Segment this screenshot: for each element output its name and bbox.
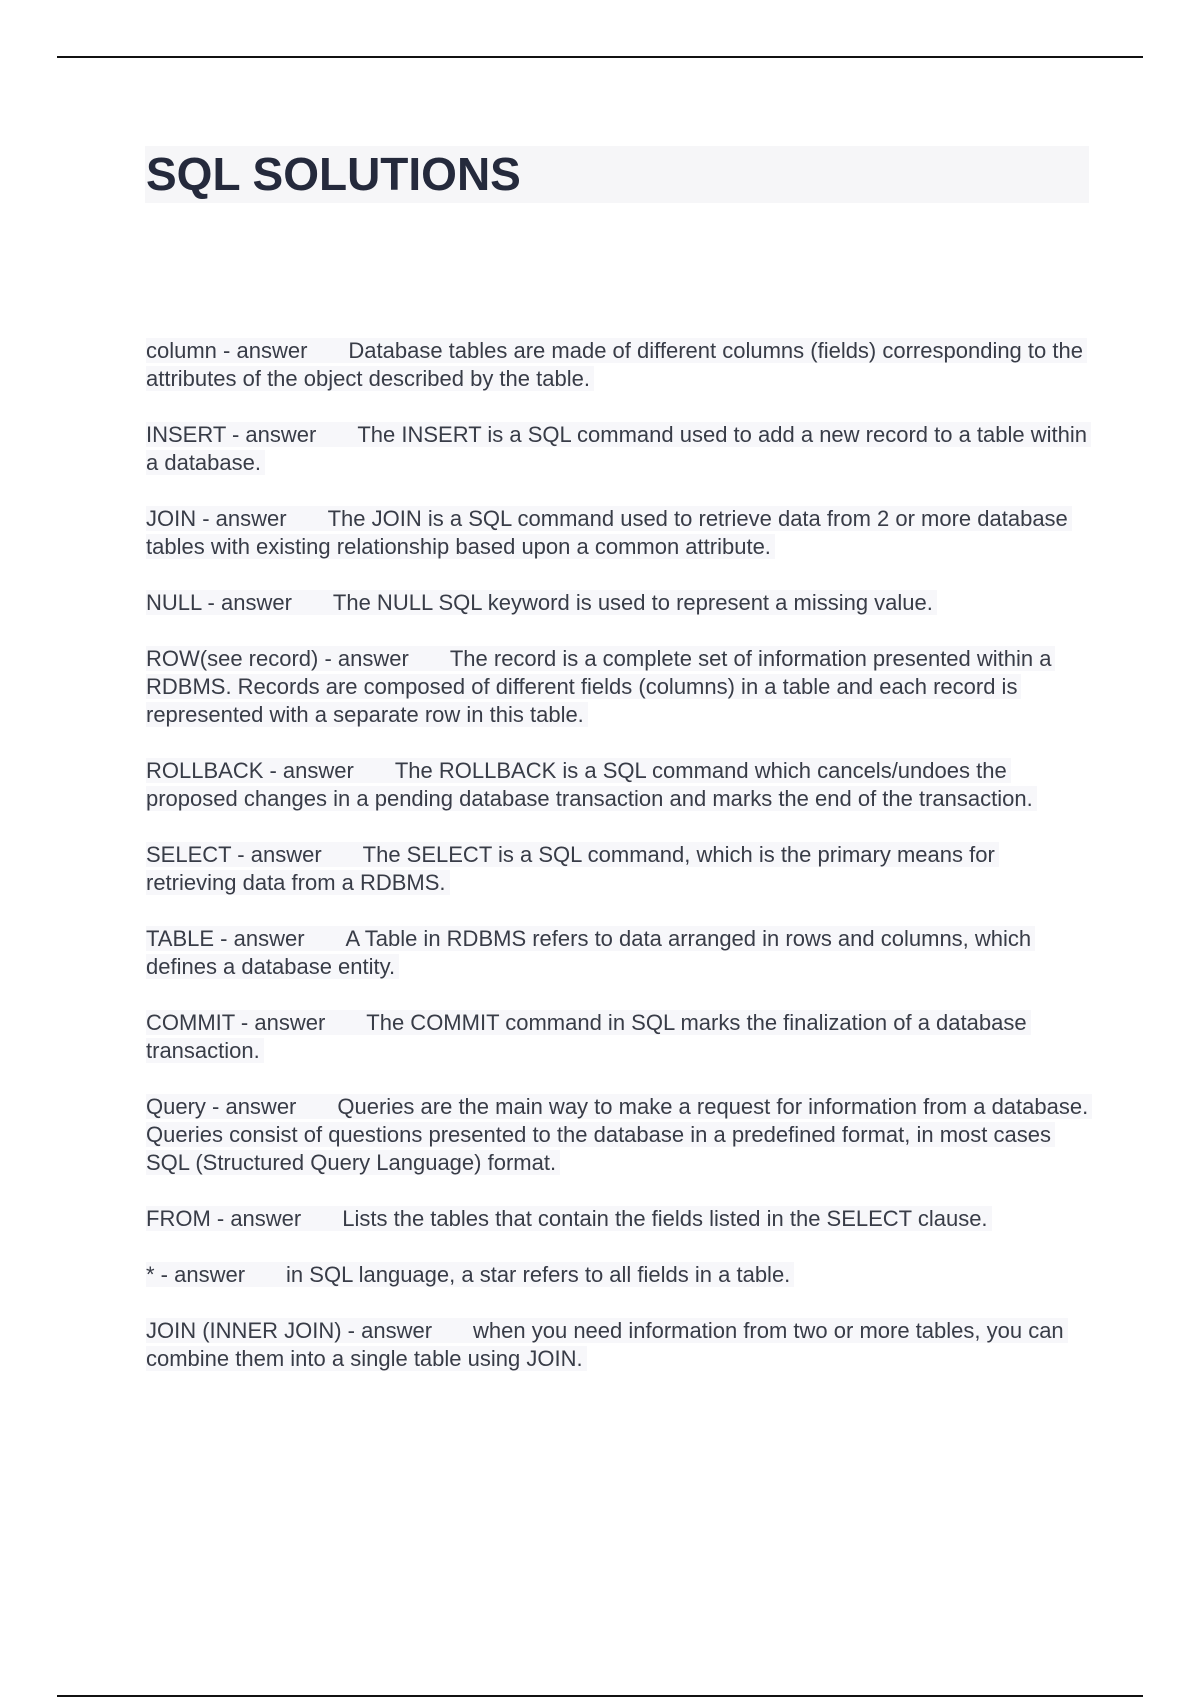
entry-definition: in SQL language, a star refers to all fields in a table. [286, 1262, 791, 1287]
entry-definition: The ROLLBACK is a SQL command which cancels/undoes the proposed changes in a pending database transaction and marks the end of the transaction. [146, 758, 1033, 811]
flashcard-entry [146, 1261, 1090, 1289]
flashcard-entry [146, 421, 1090, 477]
flashcard-entry [146, 1317, 1090, 1373]
flashcard-list [146, 337, 1090, 1401]
flashcard-entry [146, 505, 1090, 561]
entry-term: TABLE - answer [146, 926, 305, 951]
flashcard-entry [146, 1205, 1090, 1233]
entry-term: JOIN - answer [146, 506, 287, 531]
entry-term: ROLLBACK - answer [146, 758, 354, 783]
flashcard-entry [146, 1009, 1090, 1065]
entry-definition: The COMMIT command in SQL marks the finalization of a database transaction. [146, 1010, 1027, 1063]
entry-term: column - answer [146, 338, 308, 363]
entry-term: COMMIT - answer [146, 1010, 326, 1035]
entry-term: INSERT - answer [146, 422, 317, 447]
entry-definition: when you need information from two or more tables, you can combine them into a single table using JOIN. [146, 1318, 1064, 1371]
entry-term: ROW(see record) - answer [146, 646, 409, 671]
entry-definition: Lists the tables that contain the fields listed in the SELECT clause. [342, 1206, 988, 1231]
flashcard-entry [146, 1093, 1090, 1177]
header-rule [57, 56, 1143, 58]
entry-definition: Database tables are made of different columns (fields) corresponding to the attributes of the object described by the table. [146, 338, 1083, 391]
entry-term: JOIN (INNER JOIN) - answer [146, 1318, 433, 1343]
entry-term: * - answer [146, 1262, 246, 1287]
entry-term: NULL - answer [146, 590, 292, 615]
entry-definition: The NULL SQL keyword is used to represent a missing value. [332, 590, 933, 615]
entry-definition: The JOIN is a SQL command used to retrieve data from 2 or more database tables with existing relationship based upon a common attribute. [146, 506, 1068, 559]
entry-definition: The SELECT is a SQL command, which is the primary means for retrieving data from a RDBMS. [146, 842, 995, 895]
entry-definition: The record is a complete set of information presented within a RDBMS. Records are composed of different fields (columns) in a table and each record is represented with a separate row in this table. [146, 646, 1052, 727]
flashcard-entry [146, 589, 1090, 617]
entry-term: Query - answer [146, 1094, 297, 1119]
flashcard-entry [146, 757, 1090, 813]
flashcard-entry [146, 925, 1090, 981]
footer-rule [57, 1695, 1143, 1697]
flashcard-entry [146, 645, 1090, 729]
entry-term: SELECT - answer [146, 842, 322, 867]
flashcard-entry [146, 841, 1090, 897]
entry-definition: Queries are the main way to make a request for information from a database. Queries consist of questions presented to the database in a predefined format, in most cases SQL (Structured Query Language) format. [146, 1094, 1089, 1175]
flashcard-entry [146, 337, 1090, 393]
page-title: SQL SOLUTIONS [146, 148, 521, 200]
entry-definition: A Table in RDBMS refers to data arranged in rows and columns, which defines a database entity. [146, 926, 1032, 979]
entry-definition: The INSERT is a SQL command used to add a new record to a table within a database. [146, 422, 1088, 475]
entry-term: FROM - answer [146, 1206, 302, 1231]
